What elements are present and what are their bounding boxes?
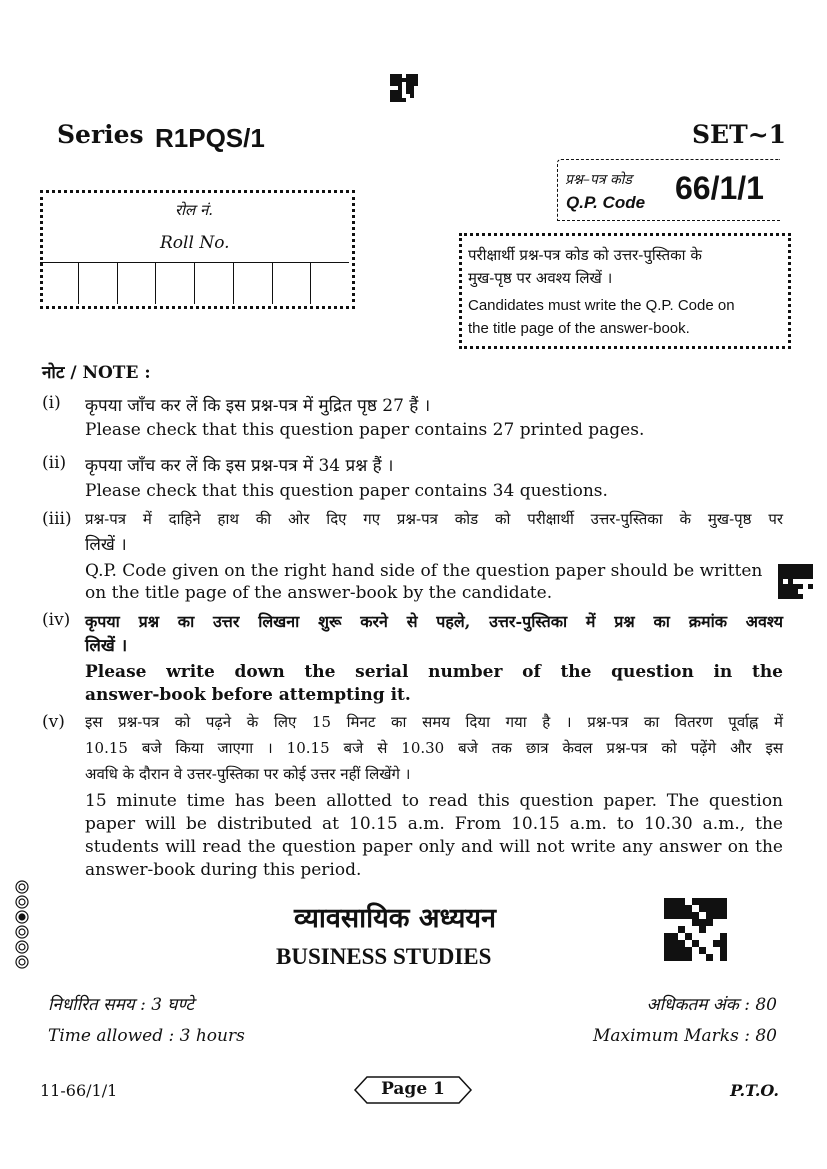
note-text-hindi: कृपया प्रश्न का उत्तर लिखना शुरू करने से पहले, उत्तर-पुस्तिका में प्रश्न का क्रमांक अवश्य (85, 612, 783, 631)
note-text-hindi: लिखें । (85, 535, 127, 555)
roll-cell (79, 263, 118, 304)
roll-cell (234, 263, 273, 304)
series-code: R1PQS/1 (155, 123, 265, 153)
set-label: SET~1 (692, 120, 787, 149)
candidate-note-hindi-line: परीक्षार्थी प्रश्न-पत्र कोड को उत्तर-पुस्तिका के (468, 246, 702, 264)
note-text-english: Please check that this question paper contains 27 printed pages. (85, 420, 645, 440)
max-marks-hindi: अधिकतम अंक : 80 (646, 995, 777, 1015)
note-text-hindi: कृपया जाँच कर लें कि इस प्रश्न-पत्र में 34 प्रश्न हैं । (85, 456, 394, 476)
candidate-note-en-line: Candidates must write the Q.P. Code on (468, 297, 735, 314)
max-marks: Maximum Marks : 80 (592, 1026, 777, 1046)
note-text-hindi: अवधि के दौरान वे उत्तर-पुस्तिका पर कोई उत्तर नहीं लिखेंगे । (85, 765, 411, 783)
note-text-english: answer-book before attempting it. (85, 685, 411, 705)
side-qr-code (778, 564, 813, 599)
time-allowed-hindi: निर्धारित समय : 3 घण्टे (48, 995, 194, 1015)
note-text-english: Please write down the serial number of the question in the (85, 662, 783, 682)
subject-title-english: BUSINESS STUDIES (276, 944, 492, 969)
roll-cell (311, 263, 349, 304)
roll-cell (40, 263, 79, 304)
note-text-english: paper will be distributed at 10.15 a.m. From 10.15 a.m. to 10.30 a.m., the (85, 814, 783, 834)
roll-cell (195, 263, 234, 304)
roll-number-cells (40, 262, 349, 304)
roll-cell (118, 263, 157, 304)
subject-qr-code (664, 898, 727, 961)
note-text-english: Q.P. Code given on the right hand side of the question paper should be written (85, 561, 763, 581)
candidate-note-hindi (468, 244, 783, 290)
note-text-hindi: प्रश्न-पत्र में दाहिने हाथ की ओर दिए गए प्रश्न-पत्र कोड को परीक्षार्थी उत्तर-पुस्तिका के मुख-पृष्ठ पर (85, 510, 783, 528)
note-number: (v) (42, 712, 65, 732)
roll-label: Roll No. (160, 233, 230, 253)
paper-code: 11-66/1/1 (40, 1081, 118, 1100)
note-text-english: 15 minute time has been allotted to read this question paper. The question (85, 791, 783, 811)
candidate-note-en-line: the title page of the answer-book. (468, 320, 690, 337)
series-label: Series (57, 120, 144, 149)
security-circles (14, 880, 34, 975)
subject-title-hindi: व्यावसायिक अध्ययन (294, 903, 497, 934)
note-number: (iii) (42, 509, 72, 529)
note-text-english: on the title page of the answer-book by the candidate. (85, 583, 553, 603)
roll-cell (273, 263, 312, 304)
note-text-english: students will read the question paper only and will not write any answer on the (85, 837, 783, 857)
note-text-hindi: कृपया जाँच कर लें कि इस प्रश्न-पत्र में मुद्रित पृष्ठ 27 हैं । (85, 396, 431, 416)
top-qr-code (390, 74, 418, 102)
qp-code-label: Q.P. Code (566, 193, 646, 212)
qp-code-value: 66/1/1 (675, 170, 764, 206)
note-text-english: Please check that this question paper contains 34 questions. (85, 481, 608, 501)
roll-label-hindi: रोल नं. (175, 201, 214, 219)
note-text-english: answer-book during this period. (85, 860, 362, 880)
note-text-hindi: लिखें । (85, 636, 128, 656)
note-number: (ii) (42, 453, 67, 473)
notes-title: नोट / NOTE : (42, 363, 151, 383)
qp-code-hindi-label: प्रश्न–पत्र कोड (565, 172, 632, 188)
candidate-note-hindi-line: मुख-पृष्ठ पर अवश्य लिखें । (468, 269, 613, 287)
roll-cell (156, 263, 195, 304)
candidate-note-english (468, 294, 783, 340)
note-number: (i) (42, 393, 61, 413)
note-text-hindi: इस प्रश्न-पत्र को पढ़ने के लिए 15 मिनट का समय दिया गया है । प्रश्न-पत्र का वितरण पूर्वाह्न में (85, 713, 783, 731)
note-number: (iv) (42, 610, 71, 630)
page-number-box (353, 1075, 473, 1105)
pto-label: P.T.O. (730, 1081, 779, 1100)
note-text-hindi: 10.15 बजे किया जाएगा । 10.15 बजे से 10.30 बजे तक छात्र केवल प्रश्न-पत्र को पढ़ेंगे और इस (85, 739, 783, 757)
page-number: Page 1 (381, 1079, 445, 1099)
time-allowed: Time allowed : 3 hours (48, 1026, 245, 1046)
